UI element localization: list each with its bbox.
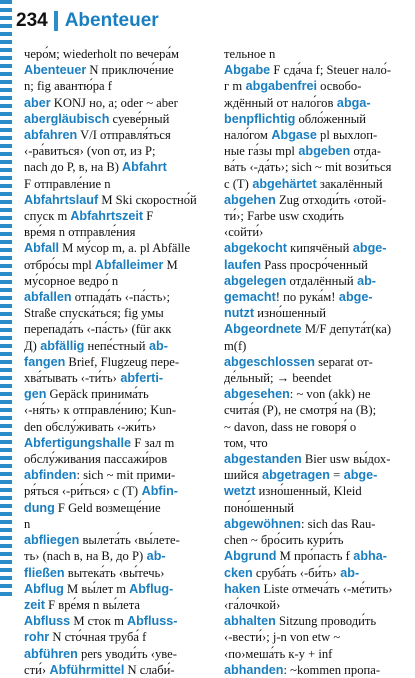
entry-text: ные га́зы mpl [224, 144, 295, 159]
headword: haken [224, 581, 261, 596]
dictionary-line [24, 46, 214, 62]
dictionary-line [224, 354, 414, 370]
headword: abgeschlossen [224, 354, 315, 369]
edge-stripes [0, 0, 12, 600]
entry-text: шийся [224, 468, 259, 483]
dictionary-line [24, 321, 214, 337]
entry-text: F отправле́ние n [24, 176, 111, 191]
entry-text: Bier usw вы́дох- [301, 452, 391, 467]
headword: zeit [24, 597, 45, 612]
entry-text: освобо- [317, 79, 362, 94]
headword: abge- [340, 468, 378, 483]
entry-text: вре́мя n отправле́ния [24, 225, 136, 240]
entry-text: спуск m [24, 209, 68, 224]
entry-text: ‹-ня́ть› к отправле́нию; Kun- [24, 403, 177, 418]
entry-text: вытека́ть ‹вы́течь› [64, 565, 165, 580]
headword: abfliegen [24, 533, 80, 548]
headword: Abfahrtszeit [67, 209, 144, 224]
dictionary-line [224, 159, 414, 175]
dictionary-line [24, 176, 214, 192]
entry-text: Zug отходи́ть ‹отой- [275, 192, 387, 207]
dictionary-line [24, 451, 214, 467]
entry-text: Sitzung проводи́ть [275, 614, 377, 629]
dictionary-line [224, 483, 414, 499]
entry-text: M/F депута́т(ка) [301, 322, 392, 337]
headword: abgetragen [258, 468, 330, 483]
dictionary-line [224, 402, 414, 418]
entry-text: chen ~ бро́сить кури́ть [224, 533, 344, 548]
headword: abführen [24, 646, 78, 661]
headword: abgestanden [224, 452, 302, 467]
headword: Abfahrtslauf [24, 192, 99, 207]
headword: Abgase [267, 128, 317, 143]
dictionary-line [224, 111, 414, 127]
entry-text: нало́гом [224, 128, 268, 143]
entry-text: му́сорное ведро́ n [24, 273, 119, 288]
dictionary-line [24, 646, 214, 662]
entry-text: den обслу́живать ‹-жи́ть› [24, 419, 157, 434]
headword: Abfall [24, 241, 59, 256]
headword: ab- [336, 565, 360, 580]
entry-text: де́льный; → beendet [224, 371, 332, 386]
headword: abgesehen [224, 387, 290, 402]
entry-text: : ~kommen пропа- [283, 662, 381, 677]
dictionary-line [24, 532, 214, 548]
dictionary-line [24, 629, 214, 645]
headword: abha- [349, 549, 387, 564]
dictionary-line [224, 419, 414, 435]
dictionary-line [224, 629, 414, 645]
headword: abfinden [24, 468, 77, 483]
entry-text: отбро́сы mpl [24, 257, 92, 272]
entry-text: отда- [350, 144, 381, 159]
entry-text: перепада́ть ‹-па́сть› (für акк [24, 322, 172, 337]
right-column [224, 46, 414, 678]
dictionary-line [224, 208, 414, 224]
dictionary-line [224, 143, 414, 159]
dictionary-line [224, 500, 414, 516]
dictionary-line [224, 62, 414, 78]
entry-text: n; fig авантю́ра f [24, 79, 112, 94]
entry-text: F Geld возмеще́ние [54, 500, 161, 515]
header-separator [54, 11, 58, 31]
headword: abgehen [224, 192, 276, 207]
headword: abfallen [24, 290, 72, 305]
entry-text: KONJ но, а; oder ~ aber [50, 95, 178, 110]
headword: gemacht [224, 290, 276, 305]
dictionary-line [224, 289, 414, 305]
entry-text: изно́шенный, Kleid [255, 484, 362, 499]
headword: laufen [224, 257, 262, 272]
headword: nutzt [224, 306, 255, 321]
headword: Abgeordnete [224, 322, 302, 337]
dictionary-line [224, 127, 414, 143]
dictionary-line [224, 435, 414, 451]
headword: abhalten [224, 614, 276, 629]
dictionary-line [24, 192, 214, 208]
entry-text: Gepäck принима́ть [46, 387, 149, 402]
dictionary-line [224, 240, 414, 256]
dictionary-line [24, 435, 214, 451]
headword: wetzt [224, 484, 256, 499]
entry-text: M Ski скоростно́й [98, 192, 197, 207]
entry-text: M про́пасть f [276, 549, 350, 564]
headword: Abgrund [224, 549, 277, 564]
entry-text: Brief, Flugzeug пере- [65, 354, 180, 369]
entry-text: pers уводи́ть ‹уве- [77, 646, 177, 661]
entry-text: N приключе́ние [86, 63, 174, 78]
headword: Abfertigungshalle [24, 435, 132, 450]
dictionary-line [224, 581, 414, 597]
headword: abferti- [116, 371, 164, 386]
dictionary-line [24, 370, 214, 386]
dictionary-line [24, 289, 214, 305]
entry-text: separat от- [315, 354, 373, 369]
headword: ab- [145, 338, 168, 353]
dictionary-line [224, 565, 414, 581]
dictionary-line [24, 208, 214, 224]
dictionary-line [24, 500, 214, 516]
dictionary-line [224, 613, 414, 629]
entry-text: вылета́ть ‹вы́лете- [79, 533, 180, 548]
headword: abhanden [224, 662, 284, 677]
entry-text: F зал m [131, 435, 175, 450]
entry-text: ждённый от нало́гов [224, 95, 334, 110]
dictionary-line [224, 597, 414, 613]
entry-text: M сток m [70, 614, 124, 629]
dictionary-line [224, 532, 414, 548]
entry-text: непе́стный [84, 338, 146, 353]
headword: abergläubisch [24, 111, 110, 126]
dictionary-line [24, 662, 214, 678]
entry-text: ря́ться ‹-ри́ться› с (T) [24, 484, 139, 499]
entry-text: отдалённый [286, 273, 354, 288]
entry-text: : sich ~ mit прими- [76, 468, 176, 483]
dictionary-line [24, 565, 214, 581]
entry-text: изно́шенный [254, 306, 326, 321]
dictionary-line [224, 224, 414, 240]
dictionary-line [24, 257, 214, 273]
dictionary-line [24, 516, 214, 532]
headword: ab- [353, 273, 376, 288]
headword: abgabenfrei [242, 79, 318, 94]
entry-text: суеве́рный [109, 111, 170, 126]
dictionary-line [224, 273, 414, 289]
dictionary-line [24, 597, 214, 613]
entry-text: отпада́ть ‹-па́сть›; [71, 290, 171, 305]
dictionary-line [224, 176, 414, 192]
headword: abge- [349, 241, 387, 256]
page-header [16, 8, 159, 34]
entry-text: с (T) [224, 176, 249, 191]
entry-text: n [24, 516, 31, 531]
entry-text: том, что [224, 435, 268, 450]
dictionary-line [224, 386, 414, 402]
headword: gen [24, 387, 47, 402]
entry-text: ва́ть ‹-да́ть›; sich ~ mit вози́ться [224, 160, 392, 175]
headword: aber [24, 95, 51, 110]
entry-text: черо́м; wiederholt по вечера́м [24, 47, 180, 61]
headword: abgehärtet [248, 176, 317, 191]
page-number: 234 [16, 10, 48, 31]
headword: Abfahrt [119, 160, 167, 175]
entry-text: Д) [24, 338, 37, 353]
entry-text: поно́шенный [224, 500, 295, 515]
dictionary-line [224, 370, 414, 386]
dictionary-line [224, 451, 414, 467]
dictionary-line [24, 338, 214, 354]
headword: rohr [24, 630, 50, 645]
entry-text: ~ davon, dass не говоря́ о [224, 419, 357, 434]
dictionary-line [24, 613, 214, 629]
entry-text: сруба́ть ‹-би́ть› [252, 565, 337, 580]
entry-text: Pass просро́ченный [261, 257, 368, 272]
dictionary-line [24, 419, 214, 435]
headword: abga- [333, 95, 371, 110]
entry-text: ‹-вести́›; j-n von etw ~ [224, 630, 341, 645]
entry-text: : ~ von (akk) не [289, 387, 371, 402]
headword: fangen [24, 354, 66, 369]
dictionary-line [24, 224, 214, 240]
dictionary-line [224, 305, 414, 321]
entry-text: M вы́лет m [63, 581, 127, 596]
dictionary-line [24, 354, 214, 370]
entry-text: nach до P, в, на B) [24, 160, 119, 175]
entry-text: F сда́ча f; Steuer нало́- [270, 63, 392, 78]
dictionary-line [24, 78, 214, 94]
dictionary-line [24, 143, 214, 159]
entry-text: ! по рука́м! [275, 290, 336, 305]
entry-text: ‹по›меша́ть к-у + inf [224, 646, 333, 661]
dictionary-line [224, 78, 414, 94]
dictionary-line [224, 192, 414, 208]
entry-text: обло́женный [295, 111, 366, 126]
headword: Abenteuer [24, 63, 87, 78]
entry-text: ‹сойти́› [224, 225, 264, 240]
dictionary-line [224, 662, 414, 678]
dictionary-line [224, 257, 414, 273]
dictionary-line [24, 305, 214, 321]
dictionary-line [24, 240, 214, 256]
dictionary-line [24, 127, 214, 143]
entry-text: хва́тывать ‹-ти́ть› [24, 371, 117, 386]
headword: abgewöhnen [224, 516, 301, 531]
left-column [24, 46, 214, 678]
headword: ab- [143, 549, 166, 564]
dictionary-line [24, 159, 214, 175]
entry-text: M му́сор m, a. pl Abfälle [58, 241, 191, 256]
headword: abfahren [24, 128, 78, 143]
entry-text: ‹-ра́виться› (von от, из P; [24, 144, 156, 159]
dictionary-line [24, 111, 214, 127]
dictionary-line [24, 62, 214, 78]
entry-text: F вре́мя n вы́лета [45, 597, 141, 612]
page-title: Abenteuer [64, 10, 159, 31]
dictionary-line [24, 548, 214, 564]
entry-text: сти́› [24, 662, 47, 677]
entry-text: Liste отмеча́ть ‹-ме́тить› [260, 581, 393, 596]
entry-text: кипячёный [286, 241, 350, 256]
entry-text: счита́я (P), не смотря́ на (B); [224, 403, 377, 418]
dictionary-line [24, 581, 214, 597]
entry-text: Straße спуска́ться; fig умы [24, 306, 164, 321]
dictionary-line [224, 46, 414, 62]
headword: Abfalleimer [91, 257, 164, 272]
dictionary-line [24, 273, 214, 289]
headword: dung [24, 500, 55, 515]
entry-text: = [329, 468, 341, 483]
dictionary-line [224, 338, 414, 354]
headword: abgekocht [224, 241, 287, 256]
entry-text: закалённый [316, 176, 383, 191]
headword: abfällig [36, 338, 85, 353]
entry-text: m(f) [224, 338, 247, 353]
headword: Abfluss [24, 614, 71, 629]
dictionary-line [224, 646, 414, 662]
dictionary-line [24, 483, 214, 499]
entry-text: V/I отправля́ться [77, 128, 171, 143]
headword: Abführmittel [46, 662, 125, 677]
headword: Abflug [24, 581, 64, 596]
dictionary-line [24, 467, 214, 483]
headword: fließen [24, 565, 65, 580]
dictionary-line [224, 548, 414, 564]
dictionary-line [224, 467, 414, 483]
dictionary-line [224, 516, 414, 532]
entry-text: ти́›; Farbe usw сходи́ть [224, 209, 344, 224]
entry-text: г m [224, 79, 243, 94]
headword: Abflug- [126, 581, 174, 596]
entry-text: ‹га́лочкой› [224, 597, 281, 612]
entry-text: обслу́живания пассажи́ров [24, 452, 168, 467]
dictionary-line [24, 402, 214, 418]
headword: abge- [335, 290, 373, 305]
headword: Abfin- [138, 484, 178, 499]
headword: Abfluss- [123, 614, 178, 629]
headword: Abgabe [224, 63, 271, 78]
dictionary-line [24, 386, 214, 402]
entry-text: M [163, 257, 178, 272]
headword: abgelegen [224, 273, 287, 288]
entry-text: ть› (nach в, на B, до P) [24, 549, 144, 564]
dictionary-line [224, 321, 414, 337]
entry-text: pl выхлоп- [316, 128, 378, 143]
entry-text: тельное n [224, 47, 276, 61]
headword: cken [224, 565, 253, 580]
entry-text: N слаби́- [124, 662, 175, 677]
headword: abgeben [294, 144, 351, 159]
entry-text: : sich das Rau- [300, 516, 376, 531]
entry-text: F [143, 209, 154, 224]
headword: benpflichtig [224, 111, 296, 126]
entry-text: N сто́чная труба́ f [49, 630, 147, 645]
dictionary-line [224, 95, 414, 111]
dictionary-line [24, 95, 214, 111]
